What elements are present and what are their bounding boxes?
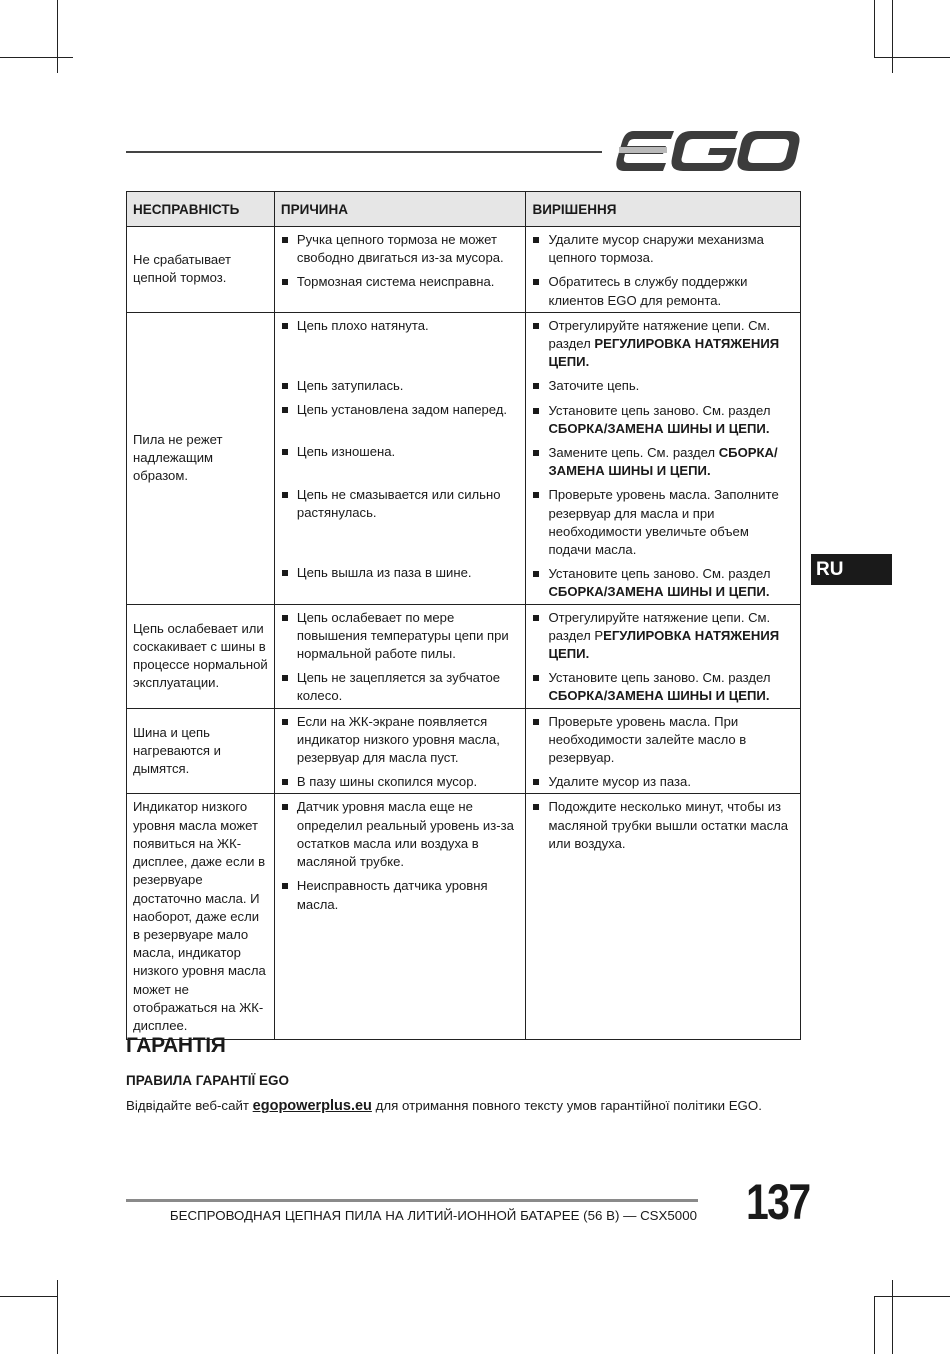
cause-cell	[274, 708, 526, 794]
solution-reference: СБОРКА/ЗАМЕНА ШИНЫ И ЦЕПИ.	[548, 688, 770, 704]
cause-item: Цепь затупилась.	[281, 377, 520, 395]
warranty-text-after: для отримання повного тексту умов гарантійної політики EGO.	[371, 1098, 762, 1113]
fault-cell: Индикатор низкого уровня масла может появиться на ЖК-дисплее, даже если в резервуаре достаточно масла. И наоборот, даже если в резервуаре мало масла, индикатор низкого уровня масла может не отображаться на ЖК-дисплее.	[127, 794, 275, 1040]
solution-text: Отрегулируйте натяжение цепи. См. раздел	[548, 317, 771, 352]
solution-reference: ЕГУЛИРОВКА НАТЯЖЕНИЯ ЦЕПИ.	[548, 627, 780, 662]
cause-item: Цепь изношена.	[281, 443, 520, 461]
fault-cell: Пила не режет надлежащим образом.	[127, 312, 275, 604]
solution-text: Установите цепь заново. См. раздел	[548, 566, 771, 582]
cause-item: Цепь плохо натянута.	[281, 317, 520, 335]
solution-cell	[526, 227, 801, 313]
solution-item	[532, 798, 794, 853]
section-title: ГАРАНТІЯ	[126, 1034, 226, 1057]
crop-mark	[874, 0, 875, 58]
cause-item: В пазу шины скопился мусор.	[281, 773, 520, 791]
solution-item	[532, 444, 794, 480]
crop-mark	[874, 1296, 875, 1354]
cause-cell	[274, 604, 526, 708]
crop-mark	[874, 57, 950, 58]
crop-mark	[57, 0, 58, 73]
solution-item	[532, 565, 794, 601]
ego-logo	[616, 128, 800, 174]
crop-mark	[57, 1280, 58, 1354]
solution-item	[532, 773, 794, 791]
solution-cell	[526, 794, 801, 1040]
cause-item: Цепь установлена задом наперед.	[281, 401, 520, 419]
cause-item: Цепь ослабевает по мере повышения температуры цепи при нормальной работе пилы.	[281, 609, 520, 664]
solution-cell	[526, 604, 801, 708]
table-row	[127, 312, 801, 604]
crop-mark	[874, 1296, 950, 1297]
page-number: 137	[746, 1174, 810, 1230]
solution-item	[532, 669, 794, 705]
solution-text: Отрегулируйте натяжение цепи. См. раздел Р	[548, 609, 771, 643]
troubleshooting-table	[126, 191, 801, 1040]
solution-item	[532, 402, 794, 438]
solution-text: Установите цепь заново. См. раздел	[548, 402, 771, 418]
cause-cell	[274, 227, 526, 313]
fault-cell: Не срабатывает цепной тормоз.	[127, 227, 275, 313]
footer-title: БЕСПРОВОДНАЯ ЦЕПНАЯ ПИЛА НА ЛИТИЙ-ИОННОЙ БАТАРЕЕ (56 В) — CSX5000	[169, 1208, 697, 1223]
section-subtitle: ПРАВИЛА ГАРАНТІЇ EGO	[126, 1073, 290, 1088]
crop-mark	[0, 1296, 58, 1297]
solution-item	[532, 273, 794, 309]
crop-mark	[892, 1280, 893, 1354]
cause-cell	[274, 312, 526, 604]
fault-cell: Цепь ослабевает или соскакивает с шины в процессе нормальной эксплуатации.	[127, 604, 275, 708]
solution-item	[532, 609, 794, 664]
cause-cell	[274, 794, 526, 1040]
solution-item	[532, 231, 794, 267]
solution-text: Установите цепь заново. См. раздел	[548, 670, 771, 686]
solution-reference: РЕГУЛИРОВКА НАТЯЖЕНИЯ ЦЕПИ.	[548, 336, 780, 370]
solution-text: Удалите мусор из паза.	[548, 774, 691, 790]
header-solution: ВИРІШЕННЯ	[526, 192, 801, 227]
solution-item	[532, 377, 794, 395]
table-row	[127, 227, 801, 313]
footer-rule	[126, 1199, 698, 1202]
cause-item: Неисправность датчика уровня масла.	[281, 877, 520, 913]
table-header-row	[127, 192, 801, 227]
solution-text: Подождите несколько минут, чтобы из масляной трубки вышли остатки масла или воздуха.	[548, 799, 789, 851]
cause-item: Ручка цепного тормоза не может свободно двигаться из-за мусора.	[281, 231, 520, 267]
solution-text: Обратитесь в службу поддержки клиентов EGO для ремонта.	[548, 274, 748, 308]
solution-cell	[526, 312, 801, 604]
cause-item: Цепь вышла из паза в шине.	[281, 564, 520, 582]
header-fault: НЕСПРАВНІСТЬ	[127, 192, 275, 227]
cause-item: Если на ЖК-экране появляется индикатор низкого уровня масла, резервуар для масла пуст.	[281, 713, 520, 768]
solution-text: Проверьте уровень масла. Заполните резервуар для масла и при необходимости увеличьте объем подачи масла.	[548, 487, 779, 558]
fault-cell: Шина и цепь нагреваются и дымятся.	[127, 708, 275, 794]
solution-reference: СБОРКА/ ЗАМЕНА ШИНЫ И ЦЕПИ.	[548, 445, 778, 479]
solution-text: Удалите мусор снаружи механизма цепного тормоза.	[548, 232, 764, 266]
cause-item: Тормозная система неисправна.	[281, 273, 520, 291]
language-tab: RU	[811, 554, 892, 585]
header-cause: ПРИЧИНА	[274, 192, 526, 227]
solution-reference: СБОРКА/ЗАМЕНА ШИНЫ И ЦЕПИ.	[548, 584, 770, 600]
table-row	[127, 604, 801, 708]
warranty-link[interactable]: egopowerplus.eu	[252, 1098, 372, 1114]
cause-item: Датчик уровня масла еще не определил реальный уровень из-за остатков масла или воздуха в масляной трубке.	[281, 798, 520, 871]
warranty-text	[126, 1098, 762, 1114]
header-rule	[126, 151, 602, 153]
solution-text: Проверьте уровень масла. При необходимости залейте масло в резервуар.	[548, 713, 747, 766]
warranty-text-before: Відвідайте веб-сайт	[126, 1098, 253, 1113]
solution-text: Заточите цепь.	[548, 378, 640, 394]
solution-text: Замените цепь. См. раздел	[548, 445, 719, 461]
crop-mark	[892, 0, 893, 73]
cause-item: Цепь не зацепляется за зубчатое колесо.	[281, 669, 520, 705]
table-row	[127, 794, 801, 1040]
crop-mark	[0, 57, 73, 58]
solution-item	[532, 486, 794, 559]
solution-item	[532, 317, 794, 372]
cause-item: Цепь не смазывается или сильно растянулась.	[281, 486, 520, 522]
solution-reference: СБОРКА/ЗАМЕНА ШИНЫ И ЦЕПИ.	[548, 420, 770, 436]
solution-cell	[526, 708, 801, 794]
table-row	[127, 708, 801, 794]
solution-item	[532, 713, 794, 768]
